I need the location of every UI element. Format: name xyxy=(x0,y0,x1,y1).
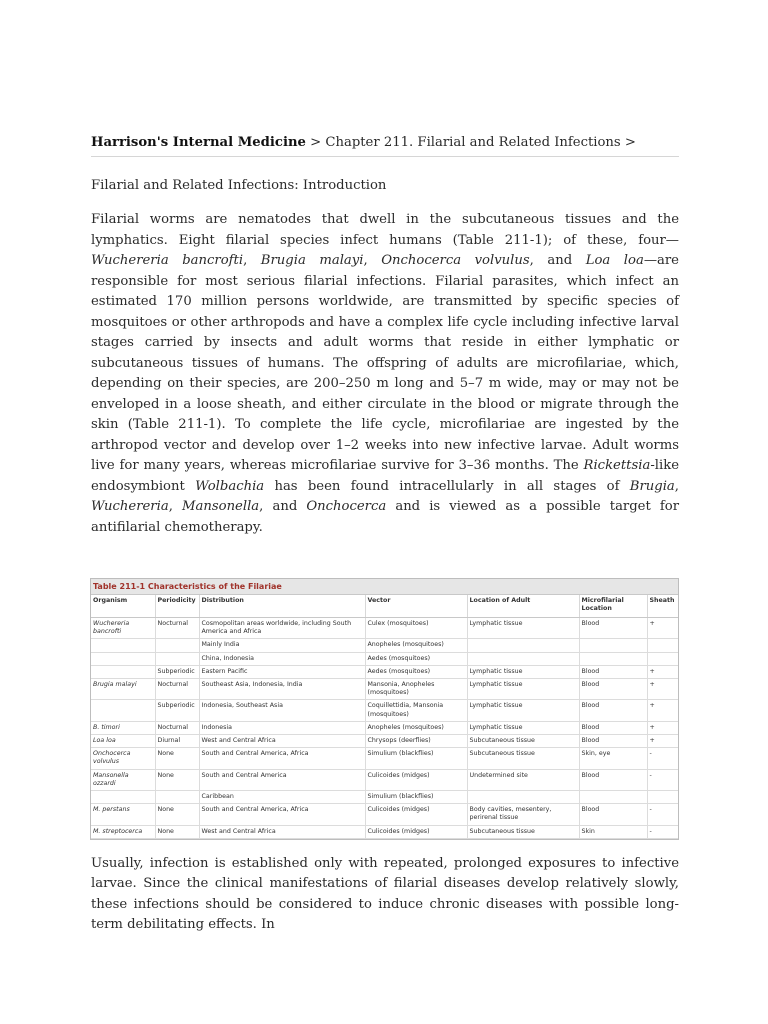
table-cell: Blood xyxy=(579,679,647,700)
table-cell xyxy=(467,791,579,804)
table-cell xyxy=(91,639,155,652)
table-row xyxy=(91,769,678,790)
table-cell: West and Central Africa xyxy=(199,735,365,748)
table-cell: Southeast Asia, Indonesia, India xyxy=(199,679,365,700)
table-row xyxy=(91,748,678,769)
filariae-table xyxy=(91,595,678,839)
table-cell: - xyxy=(647,825,678,838)
table-cell: Blood xyxy=(579,618,647,639)
table-cell: Lymphatic tissue xyxy=(467,721,579,734)
table-cell: Simulium (blackflies) xyxy=(365,748,467,769)
table-header-row xyxy=(91,595,678,618)
breadcrumb-chapter-link[interactable]: Chapter 211. Filarial and Related Infections xyxy=(325,135,621,150)
table-cell: Coquillettidia, Mansonia (mosquitoes) xyxy=(365,700,467,721)
table-cell: Blood xyxy=(579,665,647,678)
table-cell: Cosmopolitan areas worldwide, including South America and Africa xyxy=(199,618,365,639)
body-paragraph: Usually, infection is established only with repeated, prolonged exposures to infective larvae. Since the clinical manifestations of filarial diseases develop relatively slowly, these infections should be considered to induce chronic diseases with possible long-term debilitating effects. In xyxy=(91,855,679,933)
table-cell: Culicoides (midges) xyxy=(365,804,467,825)
table-cell: M. perstans xyxy=(91,804,155,825)
table-cell: Culicoides (midges) xyxy=(365,769,467,790)
table-cell: + xyxy=(647,721,678,734)
table-cell: Blood xyxy=(579,735,647,748)
table-cell: Body cavities, mesentery, perirenal tissue xyxy=(467,804,579,825)
table-cell: + xyxy=(647,665,678,678)
table-cell xyxy=(155,652,199,665)
table-row xyxy=(91,791,678,804)
table-cell: Undetermined site xyxy=(467,769,579,790)
table-cell: Culex (mosquitoes) xyxy=(365,618,467,639)
table-cell: Caribbean xyxy=(199,791,365,804)
table-cell: Lymphatic tissue xyxy=(467,700,579,721)
table-cell: West and Central Africa xyxy=(199,825,365,838)
table-cell: Mansonella ozzardi xyxy=(91,769,155,790)
table-cell: - xyxy=(647,804,678,825)
table-cell: - xyxy=(647,748,678,769)
table-header-cell: Periodicity xyxy=(155,595,199,618)
table-cell: Blood xyxy=(579,700,647,721)
table-cell: M. streptocerca xyxy=(91,825,155,838)
table-cell xyxy=(467,639,579,652)
table-header-cell: Sheath xyxy=(647,595,678,618)
table-cell: + xyxy=(647,618,678,639)
table-cell: Anopheles (mosquitoes) xyxy=(365,639,467,652)
table-cell: Mainly India xyxy=(199,639,365,652)
table-cell xyxy=(91,700,155,721)
table-header-cell: Location of Adult xyxy=(467,595,579,618)
table-cell: Onchocerca volvulus xyxy=(91,748,155,769)
table-cell: South and Central America, Africa xyxy=(199,804,365,825)
table-row xyxy=(91,618,678,639)
table-cell: Blood xyxy=(579,769,647,790)
table-cell: None xyxy=(155,804,199,825)
table-cell: Chrysops (deerflies) xyxy=(365,735,467,748)
table-cell: Mansonia, Anopheles (mosquitoes) xyxy=(365,679,467,700)
table-cell: None xyxy=(155,748,199,769)
breadcrumb-separator: > xyxy=(620,135,636,150)
table-cell: - xyxy=(647,769,678,790)
breadcrumb-book-link[interactable]: Harrison's Internal Medicine xyxy=(91,135,306,150)
table-cell xyxy=(579,639,647,652)
table-cell xyxy=(579,652,647,665)
table-cell: Wuchereria bancrofti xyxy=(91,618,155,639)
table-cell: South and Central America xyxy=(199,769,365,790)
table-cell: Diurnal xyxy=(155,735,199,748)
table-cell: Nocturnal xyxy=(155,721,199,734)
table-header-cell: Microfilarial Location xyxy=(579,595,647,618)
table-cell: + xyxy=(647,700,678,721)
table-cell: Subperiodic xyxy=(155,700,199,721)
table-cell: Lymphatic tissue xyxy=(467,618,579,639)
table-cell: Indonesia xyxy=(199,721,365,734)
table-cell: Blood xyxy=(579,721,647,734)
table-cell: Subcutaneous tissue xyxy=(467,825,579,838)
table-cell: Indonesia, Southeast Asia xyxy=(199,700,365,721)
section-title: Filarial and Related Infections: Introduction xyxy=(91,178,387,193)
content-column xyxy=(91,133,679,936)
table-cell: China, Indonesia xyxy=(199,652,365,665)
table-cell: Simulium (blackflies) xyxy=(365,791,467,804)
table-cell xyxy=(155,791,199,804)
table-cell xyxy=(91,652,155,665)
table-cell: South and Central America, Africa xyxy=(199,748,365,769)
table-cell: Nocturnal xyxy=(155,618,199,639)
table-cell: + xyxy=(647,679,678,700)
table-row xyxy=(91,639,678,652)
table-row xyxy=(91,665,678,678)
divider xyxy=(91,156,679,157)
table-cell: Nocturnal xyxy=(155,679,199,700)
table-row xyxy=(91,825,678,838)
table-cell: Anopheles (mosquitoes) xyxy=(365,721,467,734)
table-cell: + xyxy=(647,735,678,748)
table-header-cell: Vector xyxy=(365,595,467,618)
table-cell xyxy=(155,639,199,652)
table-cell: Aedes (mosquitoes) xyxy=(365,665,467,678)
table-cell xyxy=(91,665,155,678)
table-cell xyxy=(467,652,579,665)
table-caption: Table 211-1 Characteristics of the Filariae xyxy=(91,579,678,595)
table-row xyxy=(91,679,678,700)
table-cell: Subperiodic xyxy=(155,665,199,678)
table-row xyxy=(91,804,678,825)
table-cell xyxy=(579,791,647,804)
table-cell xyxy=(91,791,155,804)
table-cell: Skin, eye xyxy=(579,748,647,769)
table-cell: Lymphatic tissue xyxy=(467,679,579,700)
table-cell: B. timori xyxy=(91,721,155,734)
breadcrumb xyxy=(91,133,679,153)
table-cell: Eastern Pacific xyxy=(199,665,365,678)
table-cell: Brugia malayi xyxy=(91,679,155,700)
table-cell: Aedes (mosquitoes) xyxy=(365,652,467,665)
table-cell: None xyxy=(155,825,199,838)
table-cell: Culicoides (midges) xyxy=(365,825,467,838)
table-row xyxy=(91,735,678,748)
table-header-cell: Organism xyxy=(91,595,155,618)
table-cell: Subcutaneous tissue xyxy=(467,735,579,748)
table-cell xyxy=(647,639,678,652)
table-cell: Loa loa xyxy=(91,735,155,748)
table-header-cell: Distribution xyxy=(199,595,365,618)
table-cell: Skin xyxy=(579,825,647,838)
table-cell: None xyxy=(155,769,199,790)
table-row xyxy=(91,721,678,734)
breadcrumb-separator: > xyxy=(305,135,326,150)
table-cell: Subcutaneous tissue xyxy=(467,748,579,769)
table-cell xyxy=(647,652,678,665)
filariae-table-figure xyxy=(90,578,679,840)
table-cell xyxy=(647,791,678,804)
intro-paragraph: Filarial worms are nematodes that dwell in the subcutaneous tissues and the lymphatics. Eight filarial species infect humans (Table 211-1); of these, four—Wuchereria bancrofti, Brugia malayi, Onchocerca volvulus, and Loa loa—are responsible for most serious filarial infections. Filarial parasites, which infect an estimated 170 million persons worldwide, are transmitted by specific species of mosquitoes or other arthropods and have a complex life cycle including infective larval stages carried by insects and adult worms that reside in either lymphatic or subcutaneous tissues of humans. The offspring of adults are microfilariae, which, depending on their species, are 200–250 m long and 5–7 m wide, may or may not be enveloped in a loose sheath, and either circulate in the blood or migrate through the skin (Table 211-1). To complete the life cycle, microfilariae are ingested by the arthropod vector and develop over 1–2 weeks into new infective larvae. Adult worms live for many years, whereas microfilariae survive for 3–36 months. The Rickettsia-like endosymbiont Wolbachia has been found intracellularly in all stages of Brugia, Wuchereria, Mansonella, and Onchocerca and is viewed as a possible target for antifilarial chemotherapy. xyxy=(91,212,680,535)
table-row xyxy=(91,700,678,721)
table-row xyxy=(91,652,678,665)
table-cell: Lymphatic tissue xyxy=(467,665,579,678)
table-cell: Blood xyxy=(579,804,647,825)
